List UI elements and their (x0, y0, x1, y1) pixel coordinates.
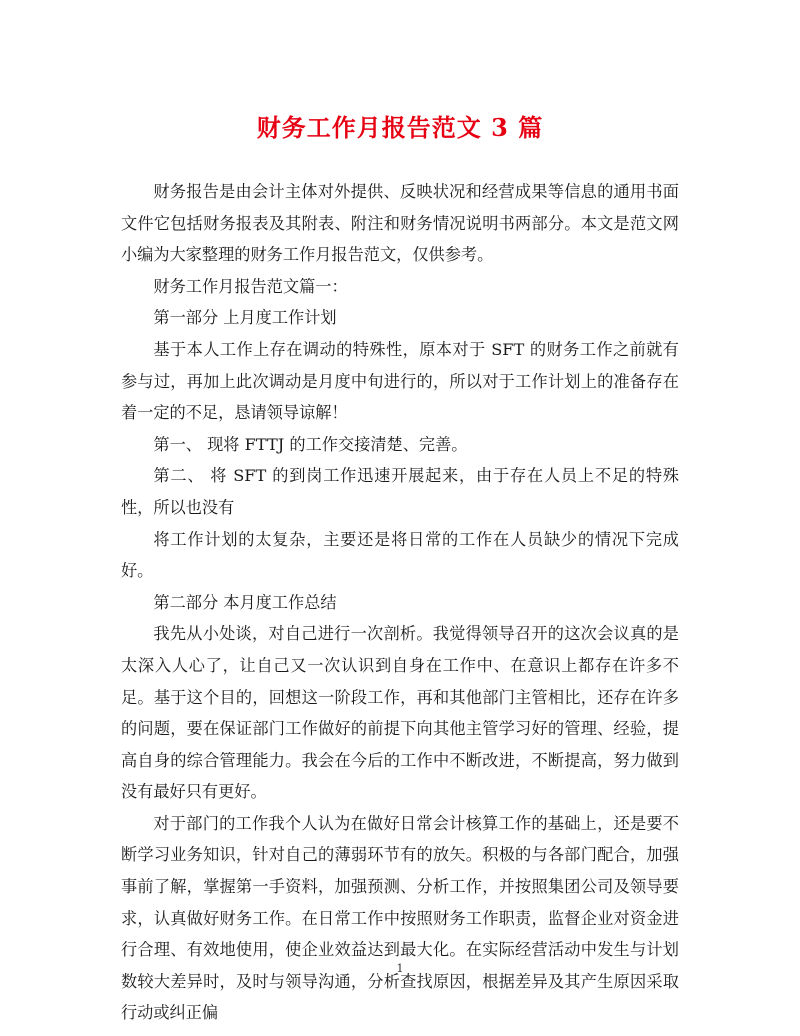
document-body (121, 176, 679, 1029)
paragraph: 我先从小处谈，对自己进行一次剖析。我觉得领导召开的这次会议真的是太深入人心了，让自己又一次认识到自身在工作中、在意识上都存在许多不足。基于这个目的，回想这一阶段工作，再和其他部门主管相比，还存在许多的问题，要在保证部门工作做好的前提下向其他主管学习好的管理、经验，提高自身的综合管理能力。我会在今后的工作中不断改进，不断提高，努力做到没有最好只有更好。 (121, 624, 679, 802)
paragraph: 第二、 将 SFT 的到岗工作迅速开展起来，由于存在人员上不足的特殊性，所以也没有 (121, 466, 679, 517)
paragraph: 财务工作月报告范文篇一： (153, 276, 348, 296)
paragraph: 基于本人工作上存在调动的特殊性，原本对于 SFT 的财务工作之前就有参与过，再加上此次调动是月度中旬进行的，所以对于工作计划上的准备存在着一定的不足，恳请领导谅解！ (121, 339, 679, 423)
paragraph: 第一、 现将 FTTJ 的工作交接清楚、完善。 (153, 434, 468, 454)
paragraph: 第二部分 本月度工作总结 (153, 592, 337, 612)
paragraph: 第一部分 上月度工作计划 (153, 308, 337, 328)
page-number: 1 (396, 962, 404, 975)
document-title: 财务工作月报告范文 3 篇 (256, 113, 544, 142)
paragraph: 财务报告是由会计主体对外提供、反映状况和经营成果等信息的通用书面文件它包括财务报表及其附表、附注和财务情况说明书两部分。本文是范文网小编为大家整理的财务工作月报告范文，仅供参考。 (121, 182, 679, 265)
paragraph: 对于部门的工作我个人认为在做好日常会计核算工作的基础上，还是要不断学习业务知识，针对自己的薄弱环节有的放矢。积极的与各部门配合，加强事前了解，掌握第一手资料，加强预测、分析工作，并按照集团公司及领导要求，认真做好财务工作。在日常工作中按照财务工作职责，监督企业对资金进行合理、有效地使用，使企业效益达到最大化。在实际经营活动中发生与计划数较大差异时，及时与领导沟通，分析查找原因，根据差异及其产生原因采取行动或纠正偏 (121, 813, 679, 1023)
paragraph: 将工作计划的太复杂，主要还是将日常的工作在人员缺少的情况下完成好。 (121, 529, 679, 581)
